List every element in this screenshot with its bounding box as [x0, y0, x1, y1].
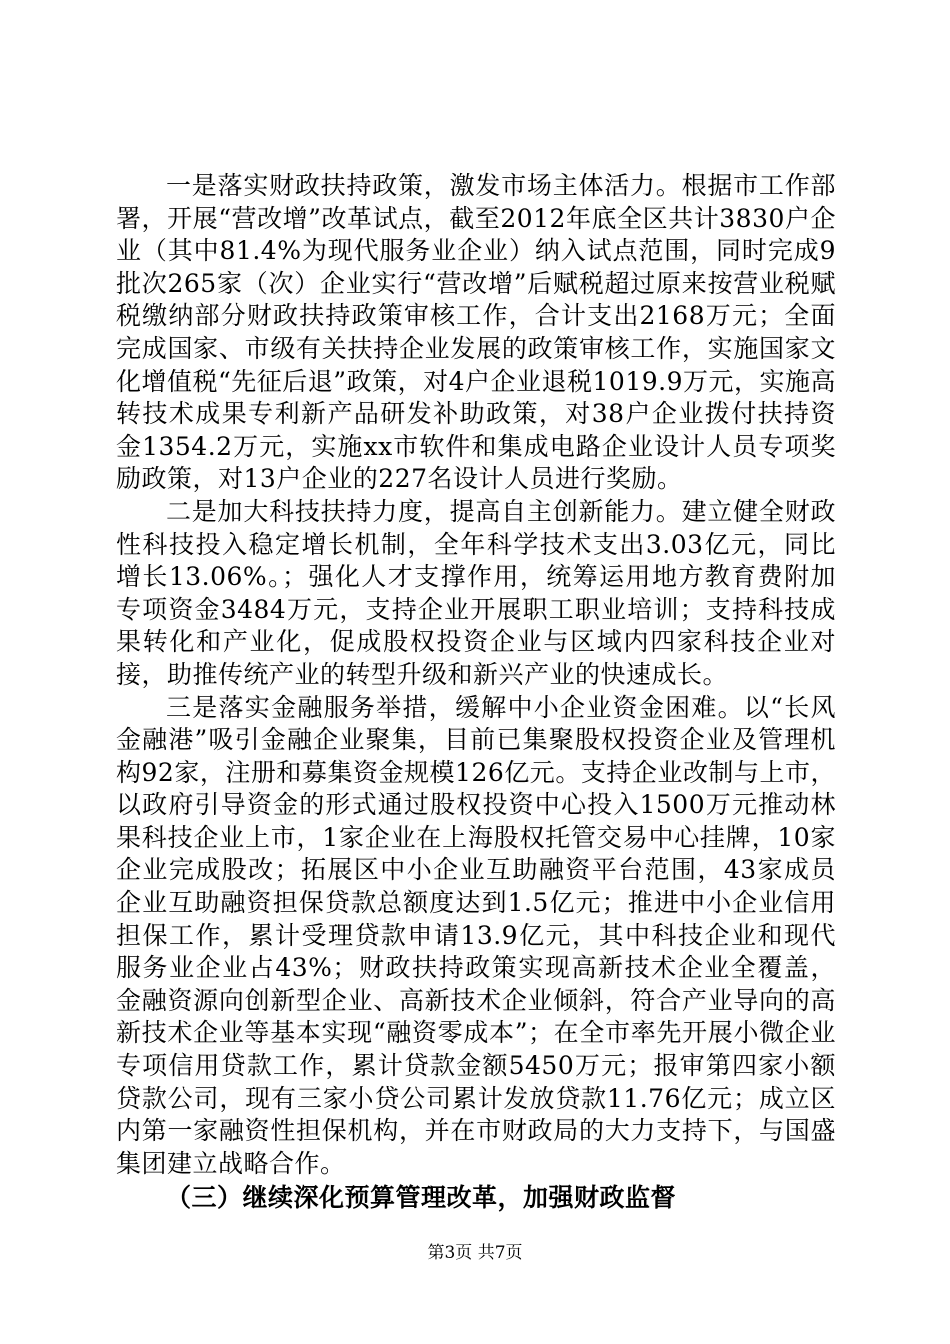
page-footer: 第3页 共7页	[427, 1243, 523, 1263]
paragraph-finance-services: 三是落实金融服务举措，缓解中小企业资金困难。以“长风金融港”吸引金融企业聚集，目前已集聚股权投资企业及管理机构92家，注册和募集资金规模126亿元。支持企业改制与上市，以政府引导资金的形式通过股权投资中心投入1500万元推动林果科技企业上市，1家企业在上海股权托管交易中心挂牌，10家企业完成股改；拓展区中小企业互助融资平台范围，43家成员企业互助融资担保贷款总额度达到1.5亿元；推进中小企业信用担保工作，累计受理贷款申请13.9亿元，其中科技企业和现代服务业企业占43%；财政扶持政策实现高新技术企业全覆盖，金融资源向创新型企业、高新技术企业倾斜，符合产业导向的高新技术企业等基本实现“融资零成本”；在全市率先开展小微企业专项信用贷款工作，累计贷款金额5450万元；报审第四家小额贷款公司，现有三家小贷公司累计发放贷款11.76亿元；成立区内第一家融资性担保机构，并在市财政局的大力支持下，与国盛集团建立战略合作。	[116, 692, 836, 1178]
paragraph-fiscal-support: 一是落实财政扶持政策，激发市场主体活力。根据市工作部署，开展“营改增”改革试点，截至2012年底全区共计3830户企业（其中81.4%为现代服务业企业）纳入试点范围，同时完成9批次265家（次）企业实行“营改增”后赋税超过原来按营业税赋税缴纳部分财政扶持政策审核工作，合计支出2168万元；全面完成国家、市级有关扶持企业发展的政策审核工作，实施国家文化增值税“先征后退”政策，对4户企业退税1019.9万元，实施高转技术成果专利新产品研发补助政策，对38户企业拨付扶持资金1354.2万元，实施xx市软件和集成电路企业设计人员专项奖励政策，对13户企业的227名设计人员进行奖励。	[116, 171, 836, 494]
paragraph-tech-support: 二是加大科技扶持力度，提高自主创新能力。建立健全财政性科技投入稳定增长机制，全年科学技术支出3.03亿元，同比增长13.06%。；强化人才支撑作用，统筹运用地方教育费附加专项资金3484万元，支持企业开展职工职业培训；支持科技成果转化和产业化，促成股权投资企业与区域内四家科技企业对接，助推传统产业的转型升级和新兴产业的快速成长。	[116, 496, 836, 689]
section-heading: （三）继续深化预算管理改革，加强财政监督	[166, 1183, 677, 1213]
document-body	[116, 170, 836, 1216]
